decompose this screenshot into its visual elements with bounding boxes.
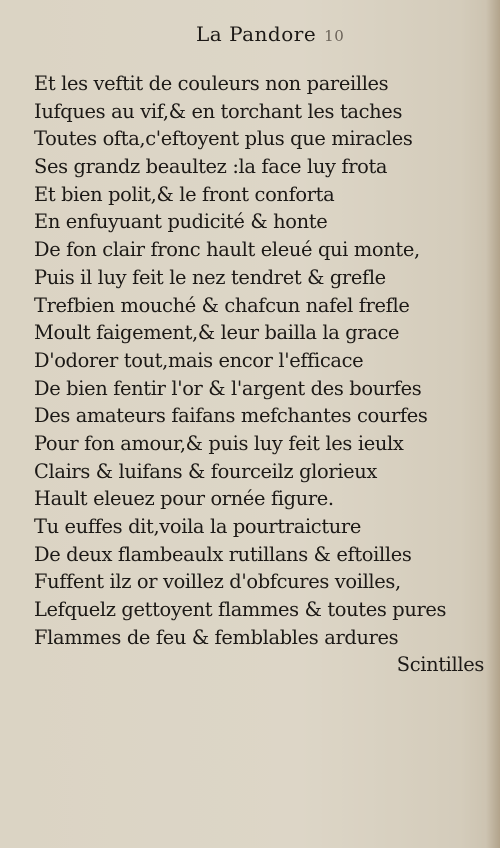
show-through-text (475, 28, 480, 48)
verse-block (34, 70, 486, 679)
verse-line: Ses grandz beaultez :la face luy frota (34, 155, 388, 179)
verse-line: Moult faigement,& leur bailla la grace (34, 321, 400, 345)
verse-line: Et les veftit de couleurs non pareilles (34, 72, 389, 95)
verse-line: Tu euffes dit,voila la pourtraicture (34, 515, 361, 538)
verse-line: Toutes ofta,c'eftoyent plus que miracles (34, 127, 413, 151)
verse-line: Des amateurs faifans mefchantes courfes (34, 404, 428, 428)
verse-line: Clairs & luifans & fourceilz glorieux (34, 459, 377, 483)
verse-line: Trefbien mouché & chafcun nafel frefle (34, 293, 410, 317)
verse-line: Fuffent ilz or voillez d'obfcures voilles, (34, 570, 401, 594)
verse-line: De bien fentir l'or & l'argent des bourfes (34, 376, 422, 400)
verse-line: Hault eleuez pour ornée figure. (34, 487, 334, 511)
verse-line: Iufques au vif,& en torchant les taches (34, 99, 403, 123)
verse-line: De fon clair fronc hault eleué qui monte, (34, 238, 420, 262)
verse-line: Lefquelz gettoyent flammes & toutes pures (34, 598, 447, 622)
verse-line: Pour fon amour,& puis luy feit les ieulx (34, 431, 404, 455)
page-number: 10 (324, 27, 345, 45)
verse-line: D'odorer tout,mais encor l'efficace (34, 348, 364, 372)
verse-line: De deux flambeaulx rutillans & eftoilles (34, 542, 412, 566)
verse-line: Et bien polit,& le front conforta (34, 182, 335, 206)
page-title: La Pandore (196, 22, 317, 46)
verse-line: En enfuyuant pudicité & honte (34, 210, 328, 234)
verse-line: Puis il luy feit le nez tendret & grefle (34, 265, 386, 289)
catchword: Scintilles (396, 653, 484, 677)
running-head (196, 22, 344, 46)
verse-line: Flammes de feu & femblables ardures (34, 625, 399, 649)
